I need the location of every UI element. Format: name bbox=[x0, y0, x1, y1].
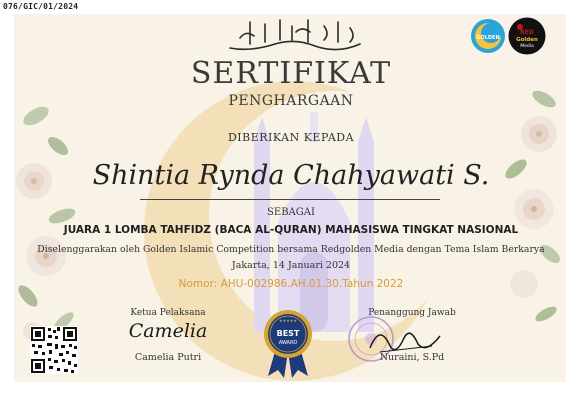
place-date: Jakarta, 14 Januari 2024 bbox=[231, 260, 351, 271]
svg-text:GOLDEN: GOLDEN bbox=[476, 35, 500, 41]
given-to-label: DIBERIKAN KEPADA bbox=[227, 131, 355, 144]
svg-text:Golden: Golden bbox=[516, 37, 538, 43]
golden-islamic-logo bbox=[470, 18, 506, 54]
award-title: JUARA 1 LOMBA TAHFIDZ (BACA AL-QURAN) MAHASISWA TINGKAT NASIONAL bbox=[63, 224, 519, 236]
responsible-person-role: Penanggung Jawab bbox=[368, 308, 456, 318]
registration-number: Nomor: AHU-002986.AH.01.30.Tahun 2022 bbox=[178, 278, 404, 290]
organizer-statement: Diselenggarakan oleh Golden Islamic Competition bersama Redgolden Media dengan Tema Islam Berkarya bbox=[37, 244, 545, 255]
chairperson-signature: Camelia bbox=[128, 320, 208, 342]
best-award-badge bbox=[262, 308, 314, 378]
bismillah-calligraphy bbox=[220, 14, 370, 56]
svg-text:RED: RED bbox=[520, 29, 534, 36]
redgolden-media-logo bbox=[508, 17, 546, 55]
as-label: SEBAGAI bbox=[267, 207, 315, 218]
certificate-id-number: 076/GIC/01/2024 bbox=[3, 2, 79, 11]
name-underline bbox=[140, 199, 440, 200]
recipient-name: Shintia Rynda Chahyawati S. bbox=[92, 160, 490, 191]
badge-line1: BEST bbox=[276, 329, 300, 338]
svg-text:★★★★★: ★★★★★ bbox=[279, 318, 297, 323]
floral-decoration-right bbox=[494, 74, 566, 334]
svg-text:Media: Media bbox=[520, 44, 534, 49]
certificate-subtitle: PENGHARGAAN bbox=[228, 93, 354, 109]
responsible-person-name: Nuraini, S.Pd bbox=[379, 352, 445, 363]
chairperson-name: Camelia Putri bbox=[134, 352, 202, 363]
certificate-title: SERTIFIKAT bbox=[190, 56, 392, 91]
qr-code bbox=[30, 326, 78, 374]
badge-line2: AWARD bbox=[278, 340, 298, 346]
chairperson-role: Ketua Pelaksana bbox=[130, 308, 206, 318]
